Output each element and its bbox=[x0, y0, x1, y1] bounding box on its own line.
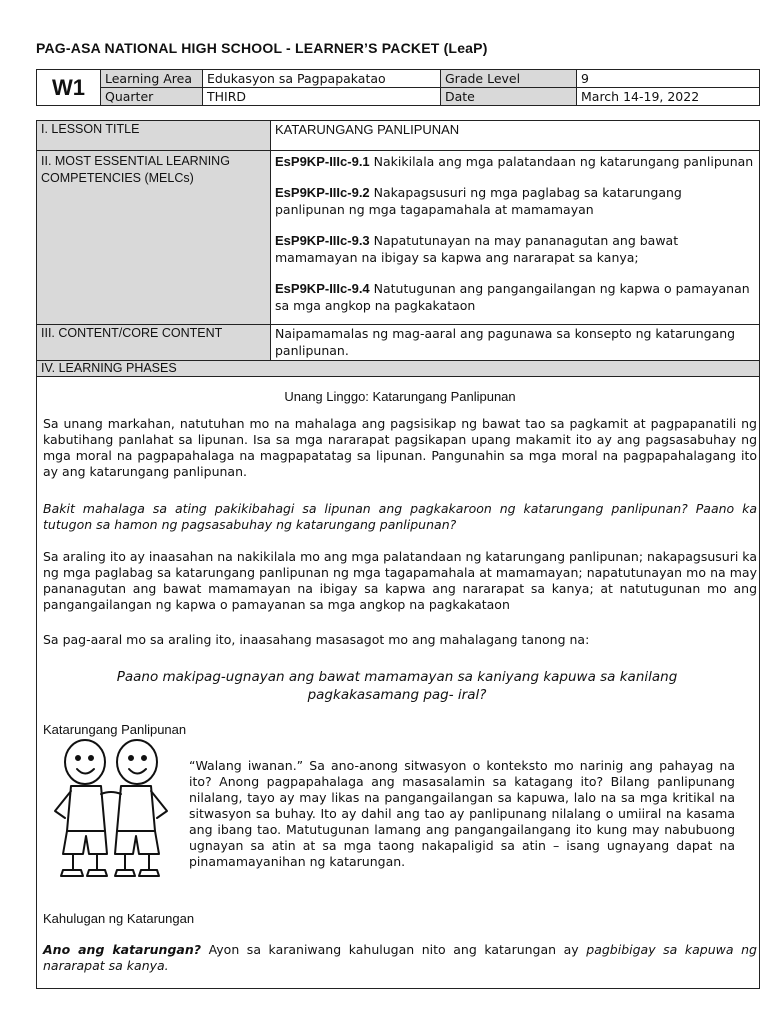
definition-italic: pagbibigay sa kapuwa ng nararapat sa kanya. bbox=[43, 942, 757, 973]
learning-area-label: Learning Area bbox=[101, 70, 203, 88]
definition-paragraph bbox=[43, 942, 757, 974]
guide-questions: Bakit mahalaga sa ating pakikibahagi sa lipunan ang pagkakaroon ng katarungang panlipunan? Paano ka tutugon sa hamon ng pagsasabuhay ng katarungang panlipunan? bbox=[43, 501, 757, 532]
melc-list bbox=[271, 151, 760, 325]
melc-code: EsP9KP-IIIc-9.2 bbox=[275, 185, 370, 200]
week-heading: Unang Linggo: Katarungang Panlipunan bbox=[284, 389, 516, 404]
essential-question-intro: Sa pag-aaral mo sa araling ito, inaasahang masasagot mo ang mahalagang tanong na: bbox=[43, 632, 590, 647]
quarter-value: THIRD bbox=[203, 88, 441, 106]
melc-item bbox=[275, 184, 755, 218]
objectives-paragraph: Sa araling ito ay inaasahan na nakikilala mo ang mga palatandaan ng katarungang panlipunan; nakapagsusuri ka ng mga paglabag sa katarungang panlipunan ng mga tagapamahala at mamamayan; napatutunayan mo na may pananagutan ang bawat mamamayan na ibigay sa kapwa ang nararapat sa kanya; at natutugunan mo ang pangangailangan ng kapwa o pamayanan sa mga angkop na pagkakataon bbox=[43, 549, 757, 612]
section-heading-katarungang-panlipunan: Katarungang Panlipunan bbox=[43, 722, 187, 737]
melc-label: II. MOST ESSENTIAL LEARNING COMPETENCIES (MELCs) bbox=[37, 151, 271, 325]
lesson-title: KATARUNGANG PANLIPUNAN bbox=[271, 121, 760, 151]
melc-code: EsP9KP-IIIc-9.4 bbox=[275, 281, 370, 296]
date-value: March 14-19, 2022 bbox=[577, 88, 760, 106]
melc-text: Napatutunayan na may pananagutan ang bawat mamamayan na ibigay sa kapwa ang nararapat sa kanya; bbox=[275, 233, 679, 265]
melc-code: EsP9KP-IIIc-9.1 bbox=[275, 154, 370, 169]
melc-text: Nakikilala ang mga palatandaan ng katarungang panlipunan bbox=[369, 154, 754, 169]
learning-phases-label: IV. LEARNING PHASES bbox=[37, 361, 760, 377]
melc-item bbox=[275, 280, 755, 314]
lesson-title-label: I. LESSON TITLE bbox=[37, 121, 271, 151]
page-header: PAG-ASA NATIONAL HIGH SCHOOL - LEARNER’S PACKET (LeaP) bbox=[36, 40, 488, 56]
content-label: III. CONTENT/CORE CONTENT bbox=[37, 325, 271, 361]
section-heading-kahulugan: Kahulugan ng Katarungan bbox=[43, 911, 195, 926]
melc-item bbox=[275, 153, 755, 170]
learning-area-value: Edukasyon sa Pagpapakatao bbox=[203, 70, 441, 88]
melc-text: Natutugunan ang pangangailangan ng kapwa o pamayanan sa mga angkop na pagkakataon bbox=[275, 281, 750, 313]
grade-level-value: 9 bbox=[577, 70, 760, 88]
learning-phases-box bbox=[36, 376, 760, 989]
melc-item bbox=[275, 232, 755, 266]
intro-paragraph: Sa unang markahan, natutuhan mo na mahalaga ang pagsisikap ng bawat tao sa pagkamit at pagpapanatili ng kabutihang panlahat sa lipunan. Isa sa mga nararapat pagsikapan upang makamit ito ay ang pagsasabuhay ng mga moral na pagpapahalaga na magpapatatag sa lipunan. Pangunahin sa mga moral na pagpapahalagang ito ay ang katarungang panlipunan. bbox=[43, 416, 757, 479]
walang-iwanan-paragraph: “Walang iwanan.” Sa ano-anong sitwasyon o konteksto mo narinig ang pahayag na ito? Anong pagpapahalaga ang masasalamin sa katagang ito? Bilang panlipunang nilalang, tayo ay may likas na pangangailangan sa kapuwa, lalo na sa mga kritikal na sitwasyon sa buhay. Ito ay dahil ang tao ay panlipunang nilalang o umiiral na kasama ang ibang tao. Matutugunan lamang ang pangangailangang ito kung may nabubuong ugnayan sa atin at sa mga taong nakapaligid sa atin – isang ugnayang dapat na pinamamayanihan ng katarungan. bbox=[189, 758, 735, 869]
melc-code: EsP9KP-IIIc-9.3 bbox=[275, 233, 370, 248]
definition-question: Ano ang katarungan? bbox=[43, 942, 201, 957]
info-table bbox=[36, 69, 760, 106]
lesson-table bbox=[36, 120, 760, 377]
definition-text: Ayon sa karaniwang kahulugan nito ang katarungan ay bbox=[201, 942, 587, 957]
week-label: W1 bbox=[37, 70, 101, 106]
grade-level-label: Grade Level bbox=[441, 70, 577, 88]
essential-question: Paano makipag-ugnayan ang bawat mamamayan sa kaniyang kapuwa sa kanilang pagkakasamang pag- iral? bbox=[116, 669, 678, 703]
content-text: Naipamamalas ng mag-aaral ang pagunawa sa konsepto ng katarungang panlipunan. bbox=[271, 325, 760, 361]
quarter-label: Quarter bbox=[101, 88, 203, 106]
melc-text: Nakapagsusuri ng mga paglabag sa katarungang panlipunan ng mga tagapamahala at mamamayan bbox=[275, 185, 682, 217]
two-friends-illustration bbox=[47, 736, 175, 886]
date-label: Date bbox=[441, 88, 577, 106]
